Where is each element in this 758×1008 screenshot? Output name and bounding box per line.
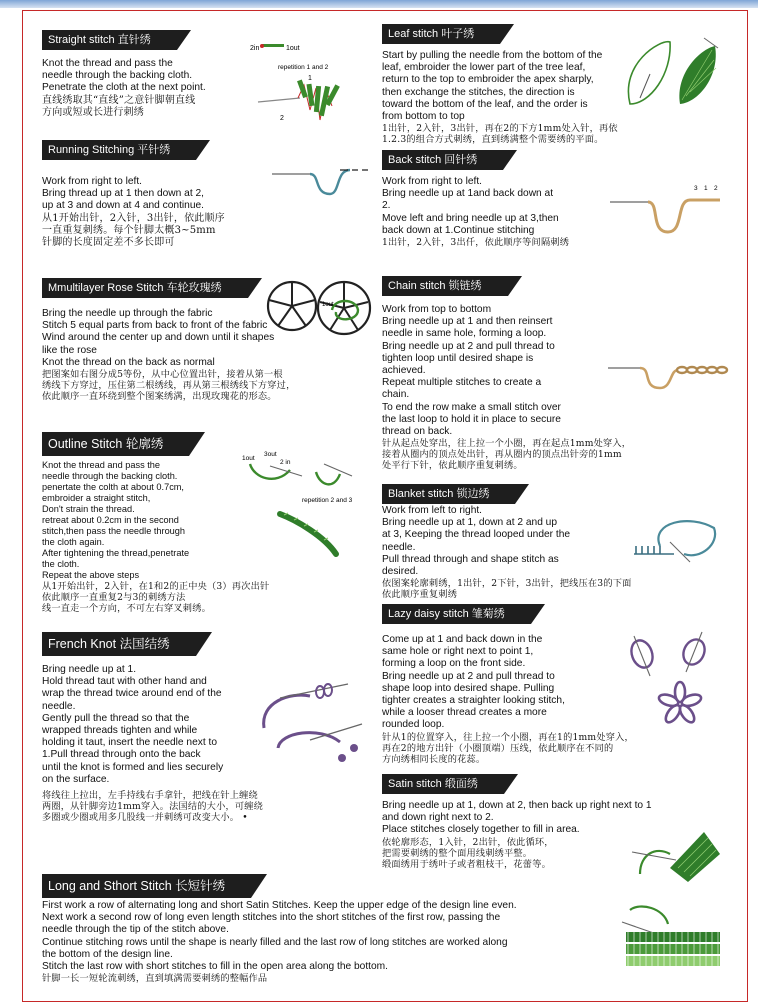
back-stitch-text — [382, 176, 632, 248]
thread-wrap — [316, 686, 324, 698]
back-stitch-illustration — [610, 180, 730, 240]
chain-line: Bring needle up at 2 and pull thread to — [382, 340, 555, 352]
lazy-line: same hole or right next to point 1, — [382, 646, 534, 658]
leaf-stitch-section — [382, 24, 622, 145]
longshort-line: Next work a second row of long even length stitches into the short stitches of the first row, passing the — [42, 912, 501, 924]
lazy-line: Come up at 1 and back down in the — [382, 634, 543, 645]
running-cn-line: 一直重复刺绣。每个针脚太概3~5mm — [42, 224, 216, 236]
outline-line: Don't strain the thread. — [42, 504, 135, 514]
straight-stitch-illustration — [248, 40, 378, 135]
knot-dot — [338, 754, 346, 762]
outline-stitch-illustration — [240, 450, 376, 562]
outline-line: the cloth. — [42, 559, 80, 569]
rose-stitch-title: Mmultilayer Rose Stitch 车轮玫瑰绣 — [42, 278, 248, 298]
leaf-outline — [628, 42, 670, 104]
outline-line: needle through the backing cloth. — [42, 471, 178, 481]
thread — [648, 200, 720, 232]
french-cn-line: 将线往上拉出，左手持线右手拿针，把线在针上缠绕 — [42, 790, 258, 802]
back-line: Bring needle up at 1and back down at — [382, 188, 554, 200]
running-cn-line: 从1开始出针，2入针，3出针，依此顺序 — [42, 212, 225, 224]
leaf-stitch-illustration — [620, 34, 730, 114]
chain-line: the last loop to hold it in place to secure — [382, 413, 561, 425]
lazy-line: shape loop into desired shape. Pulling — [382, 682, 555, 694]
french-line: needle. — [42, 700, 76, 712]
chain-line: Work from top to bottom — [382, 304, 492, 315]
satin-stitch-title: Satin stitch 缎面绣 — [382, 774, 504, 794]
lazy-line: rounded loop. — [382, 719, 445, 731]
daisy-loop — [628, 637, 656, 670]
label-repetition: repetition 1 and 2 — [278, 64, 329, 71]
label-3out: 3out — [264, 451, 277, 458]
chain-line: thread on back. — [382, 426, 453, 438]
leaf-line: toward the bottom of the leaf, and the order is — [382, 98, 588, 110]
knot-dot — [350, 744, 358, 752]
label-1out: 1out — [242, 455, 255, 462]
rose-cn-line: 依此顺序一直环绕到整个图案绣满，出现玫瑰花的形态。 — [42, 391, 277, 403]
blanket-stitch-illustration — [630, 514, 726, 572]
blanket-stitch-text — [382, 505, 617, 578]
running-line: up at 3 and down at 4 and continue. — [42, 200, 204, 212]
blanket-line: desired. — [382, 566, 419, 578]
chain-line: Bring needle up at 1 and then reinsert — [382, 316, 553, 328]
needle — [280, 684, 348, 698]
blanket-stitch-title: Blanket stitch 锁边绣 — [382, 484, 515, 504]
satin-cn-line: 缎面绣用于绣叶子或者粗枝干，花蕾等。 — [382, 858, 551, 870]
rose-line: Knot the thread on the back as normal — [42, 356, 215, 368]
lazy-line: tighter creates a straighter looking stitch, — [382, 695, 565, 707]
french-line: Hold thread taut with other hand and — [42, 676, 207, 688]
chain-stitch-title: Chain stitch 锁链绣 — [382, 276, 508, 296]
leaf-stitch-text — [382, 50, 622, 145]
satin-cn-line: 依轮廓形态，1入针，2出针，依此循环， — [382, 836, 554, 848]
french-knot-title: French Knot 法国结绣 — [42, 632, 196, 656]
leaf-stitch-title: Leaf stitch 叶子绣 — [382, 24, 500, 44]
lazy-daisy-text — [382, 634, 612, 732]
longshort-line: needle through the tip of the stitch above. — [42, 924, 229, 936]
thread — [310, 170, 350, 194]
label-out: 1out — [322, 302, 334, 308]
french-line: wrapped threads tighten and while — [42, 725, 198, 737]
label-2in: 2in — [250, 45, 260, 52]
lazy-daisy-illustration — [620, 626, 724, 730]
straight-cn-line: 方向或短或长进行刺绣 — [42, 106, 144, 118]
rose-line: Bring the needle up through the fabric — [42, 308, 213, 319]
leaf-cn-line: 1.2.3的组合方式刺绣，直到绣满整个需要绣的平面。 — [382, 134, 604, 146]
back-line: 2. — [382, 200, 391, 212]
step-number: 3 — [694, 185, 698, 192]
daisy-flower — [658, 682, 703, 725]
outline-stitch-title: Outline Stitch 轮廓绣 — [42, 432, 189, 456]
outline-line: penertate the colth at about 0.7cm, — [42, 482, 184, 492]
outline-line: Repeat the above steps — [42, 570, 140, 580]
outline-line: After tightening the thread,penetrate — [42, 548, 190, 558]
blanket-line: Pull thread through and shape stitch as — [382, 553, 559, 565]
chain-loops — [677, 367, 727, 373]
lazy-line: while a looser thread creates a more — [382, 707, 547, 719]
longshort-line: First work a row of alternating long and short Satin Stitches. Keep the upper edge of the design line even. — [42, 900, 517, 911]
blanket-line: Work from left to right. — [382, 505, 483, 516]
blanket-stitches — [634, 546, 674, 554]
chain-cn-line: 针从起点处穿出，往上拉一个小圈，再在起点1mm处穿入， — [382, 438, 632, 450]
french-knot-cn — [42, 790, 382, 823]
blanket-cn-line: 依此顺序重复刺绣 — [382, 589, 458, 601]
thread — [630, 906, 668, 924]
back-line: back down at 1.Continue stitching — [382, 224, 535, 236]
blanket-stitch-cn — [382, 578, 712, 600]
long-short-rows — [626, 932, 720, 966]
french-line: on the surface. — [42, 773, 110, 785]
outline-stitch-text — [42, 460, 242, 581]
satin-line: Bring needle up at 1, down at 2, then back up right next to 1 — [382, 800, 652, 811]
step-number: 1 — [704, 185, 708, 192]
outline-cn-line: 线一直走一个方向，不可左右穿叉刺绣。 — [42, 603, 211, 614]
lazy-daisy-cn — [382, 732, 712, 765]
chain-cn-line: 处平行下针，依此顺序重复刺绣。 — [382, 460, 523, 472]
step-number: 2 — [280, 115, 284, 122]
outline-line: Knot the thread and pass the — [42, 460, 160, 470]
needle — [258, 98, 300, 102]
back-stitch-title: Back stitch 回针绣 — [382, 150, 503, 170]
chain-stitch-cn — [382, 438, 712, 471]
leaf-cn-line: 1出针，2入针，3出针，再在2的下方1mm处入针，再依 — [382, 123, 618, 135]
thread — [278, 733, 340, 748]
straight-line: Knot the thread and pass the — [42, 58, 173, 69]
french-line: until the knot is formed and lies securely — [42, 761, 224, 773]
stitch-bar — [262, 44, 284, 47]
french-line: holding it taut, insert the needle next to — [42, 737, 218, 749]
straight-cn-line: 直线绣取其“直线”之意针脚朝直线 — [42, 94, 196, 106]
straight-stitch-title: Straight stitch 直针绣 — [42, 30, 177, 50]
longshort-line: Continue stitching rows until the shape is nearly filled and the last row of long stitches are worked along — [42, 936, 508, 948]
french-cn-line: 多圈或少圈或用多几股线一并刺绣可改变大小。 • — [42, 812, 248, 824]
satin-line: Place stitches closely together to fill in area. — [382, 824, 580, 836]
longshort-cn-line: 针脚一长一短轮流刺绣，直到填满需要刺绣的整幅作品 — [42, 973, 268, 985]
thread — [640, 368, 678, 388]
thread-wrap — [324, 684, 332, 696]
needle — [324, 464, 352, 476]
point-marker — [260, 44, 264, 48]
leaf-line: from bottom to top — [382, 111, 465, 123]
chain-line: Repeat multiple stitches to create a — [382, 377, 542, 389]
needle — [704, 38, 718, 48]
chain-stitch-text — [382, 304, 607, 438]
label-1out: 1out — [286, 45, 300, 52]
outline-cn-line: 从1开始出针，2入针，在1和2的正中央（3）再次出针 — [42, 581, 270, 592]
step-number: 2 — [714, 185, 718, 192]
outline-line: stitch,then pass the needle through — [42, 526, 186, 536]
satin-line: and down right next to 2. — [382, 812, 494, 824]
chain-line: achieved. — [382, 365, 426, 377]
longshort-line: the bottom of the design line. — [42, 948, 173, 960]
outline-line: embroider a straight stitch, — [42, 493, 151, 503]
label-repetition: repetition 2 and 3 — [302, 497, 353, 504]
rose-line: Wind around the center up and down until it shapes — [42, 332, 275, 344]
satin-cn-line: 把需要刺绣的整个面用线刺绣平整。 — [382, 847, 533, 859]
rose-line: Stitch 5 equal parts from back to front of the fabric — [42, 320, 268, 332]
running-cn-line: 针脚的长度固定差不多长即可 — [42, 237, 175, 249]
leaf-line: return to the top to embroider the apex sharply, — [382, 74, 594, 86]
lazy-line: Bring needle up at 2 and pull thread to — [382, 670, 555, 682]
french-knot-text — [42, 664, 260, 786]
straight-line: Penetrate the cloth at the next point. — [42, 82, 206, 94]
long-short-illustration — [620, 898, 724, 978]
back-line: Move left and bring needle up at 3,then — [382, 212, 559, 224]
rose-line: like the rose — [42, 344, 97, 356]
leaf-line: leaf, embroider the lower part of the tree leaf, — [382, 62, 586, 74]
back-cn-line: 1出针，2入针，3出仟，依此顺序等间隔刺绣 — [382, 237, 570, 249]
outline-line: retreat about 0.2cm in the second — [42, 515, 179, 525]
rose-cn-line: 绣线下方穿过，压住第二根绣线，再从第三根绣线下方穿过， — [42, 380, 296, 392]
straight-stitches — [297, 80, 340, 117]
top-color-strip — [0, 0, 758, 8]
outline-thread — [316, 472, 340, 484]
needle — [640, 74, 650, 98]
lazy-cn-line: 针从1的位置穿入，往上拉一个小圈，再在1的1mm处穿入， — [382, 731, 634, 743]
french-line: wrap the thread twice around end of the — [42, 688, 222, 700]
outline-line: the cloth again. — [42, 537, 105, 547]
outline-stitch-cn — [42, 581, 377, 614]
french-knot-illustration — [250, 672, 376, 772]
leaf-line: then exchange the stitches, the direction is — [382, 86, 575, 98]
back-line: Work from right to left. — [382, 176, 483, 187]
running-stitch-title: Running Stitching 平针绣 — [42, 140, 196, 160]
rose-stitch-illustration — [264, 278, 380, 340]
blanket-line: at 3, Keeping the thread looped under the — [382, 529, 571, 541]
chain-stitch-illustration — [606, 340, 730, 400]
needle — [634, 636, 650, 676]
running-stitch-illustration — [270, 152, 378, 202]
straight-line: needle through the backing cloth. — [42, 70, 193, 82]
back-stitch-section — [382, 150, 632, 248]
outline-cn-line: 依此顺序一直重复2与3的刺绣方法 — [42, 592, 186, 603]
thread — [264, 695, 310, 728]
long-short-title: Long and Sthort Stitch 长短针绣 — [42, 874, 251, 898]
running-line: Work from right to left. — [42, 176, 143, 187]
french-line: Gently pull the thread so that the — [42, 712, 190, 724]
chain-cn-line: 接着从圈内的顶点处出针，再从圈内的顶点出针旁的1mm — [382, 449, 622, 461]
leaf-line: Start by pulling the needle from the bottom of the — [382, 50, 603, 61]
chain-line: To end the row make a small stitch over — [382, 401, 561, 413]
blanket-cn-line: 依图案轮廓刺绣，1出针，2下针，3出针，把线压在3的下面 — [382, 578, 632, 590]
rose-cn-line: 把图案如右图分成5等份，从中心位置出针，接着从第一根 — [42, 369, 283, 381]
chain-line: chain. — [382, 389, 410, 401]
long-short-text — [42, 900, 617, 984]
outline-result — [280, 514, 336, 554]
chain-line: needle in same hole, forming a loop. — [382, 328, 547, 340]
thread — [658, 521, 715, 555]
french-line: Bring needle up at 1. — [42, 664, 137, 675]
lazy-line: forming a loop on the front side. — [382, 658, 526, 670]
lazy-cn-line: 再在2的地方出针（小圈顶端）压线，依此顺序在不同的 — [382, 742, 614, 754]
chain-line: tighten loop until desired shape is — [382, 352, 534, 364]
lazy-cn-line: 方向绣相同长度的花蕊。 — [382, 753, 486, 765]
lazy-daisy-title: Lazy daisy stitch 雏菊绣 — [382, 604, 531, 624]
needle — [670, 542, 690, 562]
french-line: 1.Pull thread through onto the back — [42, 749, 201, 761]
french-cn-line: 两圈，从针脚旁边1mm穿入。法国结的大小，可缠绕 — [42, 801, 264, 813]
step-number: 1 — [308, 75, 312, 82]
label-2in: 2 in — [280, 459, 291, 466]
blanket-line: needle. — [382, 541, 416, 553]
needle — [686, 632, 702, 672]
blanket-line: Bring needle up at 1, down at 2 and up — [382, 517, 558, 529]
longshort-line: Stitch the last row with short stitches to fill in the open area along the bottom. — [42, 961, 388, 973]
running-line: Bring thread up at 1 then down at 2, — [42, 188, 204, 200]
